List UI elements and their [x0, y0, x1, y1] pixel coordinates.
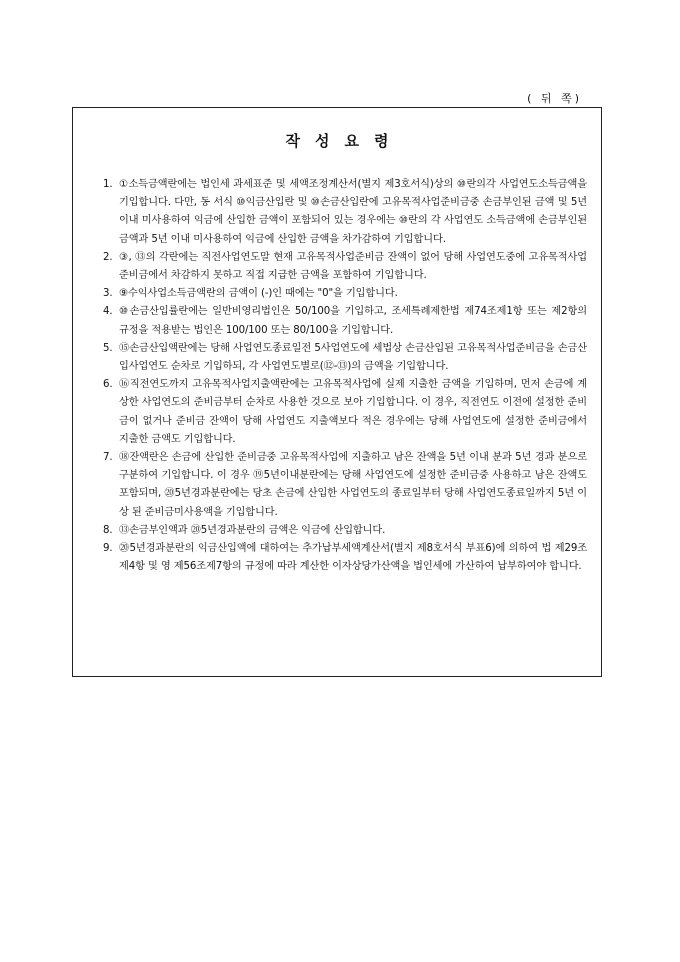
instruction-item-9 [103, 540, 587, 576]
instruction-item-5 [103, 340, 587, 376]
instruction-item-4 [103, 303, 587, 339]
instruction-number: 1. [103, 179, 113, 190]
instruction-item-2 [103, 249, 587, 285]
instruction-number: 4. [103, 306, 113, 318]
instruction-text: ⑨수익사업소득금액란의 금액이 (-)인 때에는 "0"을 기입합니다. [119, 288, 398, 300]
instruction-item-6 [103, 376, 587, 449]
instruction-number: 9. [103, 543, 113, 555]
instruction-number: 6. [103, 379, 113, 391]
instruction-text: ⑬손금부인액과 ⑳5년경과분란의 금액은 익금에 산입합니다. [119, 524, 386, 536]
instruction-item-8 [103, 522, 587, 540]
instruction-text: ①소득금액란에는 법인세 과세표준 및 세액조정계산서(별지 제3호서식)상의 ⑩란의각 사업연도소득금액을 기입합니다. 다만, 동 서식 ⑩익금산입란 및 ⑩손금산입란에 고유목적사업준비금중 손금부인된 금액 및 5년 이내 미사용하여 익금에 산입한 금액이 포함되어 있는 경우에는 ⑩란의 각 사업연도 소득금액에 손금부인된 금액과 5년 이내 미사용하여 익금에 산입한 금액을 차가감하여 기입합니다. [119, 179, 587, 245]
back-page-label: ( 뒤 쪽) [527, 92, 582, 105]
instruction-text: ⑯직전연도까지 고유목적사업지출액란에는 고유목적사업에 실제 지출한 금액을 기입하며, 먼저 손금에 계상한 사업연도의 준비금부터 순차로 사용한 것으로 보아 기입합니다. 이 경우, 직전연도 이전에 설정한 준비금이 없거나 준비금 잔액이 당해 사업연도 지출액보다 적은 경우에는 당해 사업연도에 설정한 준비금에서 지출한 금액도 기입합니다. [119, 379, 587, 445]
instructions-box [72, 107, 602, 677]
instruction-text: ⑩손금산입률란에는 일반비영리법인은 50/100을 기입하고, 조세특례제한법 제74조제1항 또는 제2항의 규정을 적용받는 법인은 100/100 또는 80/100을 기입합니다. [119, 306, 587, 336]
instruction-number: 3. [103, 288, 113, 300]
instruction-text: ③, ⑬의 각란에는 직전사업연도말 현재 고유목적사업준비금 잔액이 없어 당해 사업연도중에 고유목적사업준비금에서 차감하지 못하고 직접 지급한 금액을 포함하여 기입합니다. [119, 251, 587, 282]
instruction-number: 8. [103, 524, 113, 536]
instruction-item-7 [103, 449, 587, 522]
instruction-text: ⑳5년경과분란의 익금산입액에 대하여는 추가납부세액계산서(별지 제8호서식 부표6)에 의하여 법 제29조제4항 및 영 제56조제7항의 규정에 따라 계산한 이자상당가산액을 법인세에 가산하여 납부하여야 합니다. [119, 543, 587, 573]
instructions-list [103, 176, 587, 576]
instruction-number: 5. [103, 342, 113, 354]
instruction-item-3 [103, 285, 587, 303]
instruction-item-1 [103, 176, 587, 249]
instruction-number: 2. [103, 251, 113, 263]
instructions-title: 작성요령 [285, 132, 404, 150]
instruction-text: ⑱잔액란은 손금에 산입한 준비금중 고유목적사업에 지출하고 남은 잔액을 5년 이내 분과 5년 경과 분으로 구분하여 기입합니다. 이 경우 ⑲5년이내분란에는 당해 사업연도에 설정한 준비금중 사용하고 남은 잔액도 포함되며, ⑳5년경과분란에는 당초 손금에 산입한 사업연도의 종료일부터 당해 사업연도종료일까지 5년 이상 된 준비금미사용액을 기입합니다. [119, 452, 587, 518]
instruction-number: 7. [103, 452, 113, 464]
instruction-text: ⑮손금산입액란에는 당해 사업연도종료일전 5사업연도에 세법상 손금산입된 고유목적사업준비금을 손금산입사업연도 순차로 기입하되, 각 사업연도별로(⑫-⑬)의 금액을 기입합니다. [119, 342, 587, 373]
